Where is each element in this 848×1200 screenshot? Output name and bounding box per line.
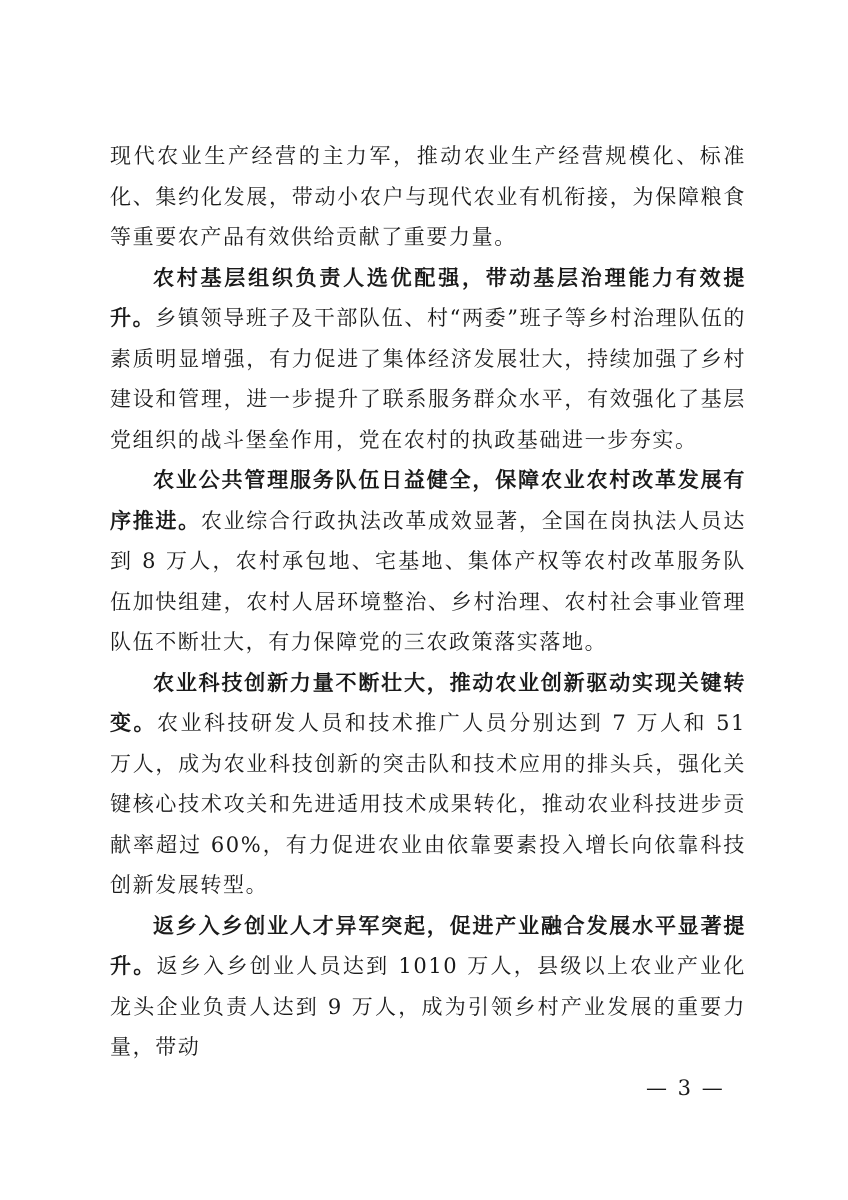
paragraph-text: 农业综合行政执法改革成效显著，全国在岗执法人员达到 8 万人，农村承包地、宅基地、集体产权等农村改革服务队伍加快组建，农村人居环境整治、乡村治理、农村社会事业管理队伍不断壮大，有力保障党的三农政策落实落地。 [110, 508, 746, 654]
body-text [110, 136, 746, 1068]
page-number: — 3 — [646, 1076, 725, 1100]
paragraph-lead: 农业科技创新力量不断壮大，推动农业创新驱动实现关键转变。 [110, 669, 746, 735]
paragraph-continuation [110, 136, 746, 258]
paragraph-lead: 农村基层组织负责人选优配强，带动基层治理能力有效提升。 [110, 264, 746, 330]
paragraph-text: 返乡入乡创业人员达到 1010 万人，县级以上农业产业化龙头企业负责人达到 9 万人，成为引领乡村产业发展的重要力量，带动 [110, 954, 746, 1059]
paragraph-public-management-team [110, 460, 746, 663]
paragraph-lead: 农业公共管理服务队伍日益健全，保障农业农村改革发展有序推进。 [110, 467, 746, 533]
paragraph-text: 乡镇领导班子及干部队伍、村“两委”班子等乡村治理队伍的素质明显增强，有力促进了集体经济发展壮大，持续加强了乡村建设和管理，进一步提升了联系服务群众水平，有效强化了基层党组织的战斗堡垒作用，党在农村的执政基础进一步夯实。 [110, 306, 746, 452]
paragraph-lead: 返乡入乡创业人才异军突起，促进产业融合发展水平显著提升。 [110, 912, 746, 978]
paragraph-rural-grassroots-leaders [110, 258, 746, 461]
paragraph-text: 现代农业生产经营的主力军，推动农业生产经营规模化、标准化、集约化发展，带动小农户与现代农业有机衔接，为保障粮食等重要农产品有效供给贡献了重要力量。 [110, 144, 746, 249]
paragraph-returning-entrepreneurs [110, 906, 746, 1068]
paragraph-agri-tech-innovation [110, 663, 746, 906]
paragraph-text: 农业科技研发人员和技术推广人员分别达到 7 万人和 51 万人，成为农业科技创新的突击队和技术应用的排头兵，强化关键核心技术攻关和先进适用技术成果转化，推动农业科技进步贡献率超过 60%，有力促进农业由依靠要素投入增长向依靠科技创新发展转型。 [110, 711, 747, 897]
